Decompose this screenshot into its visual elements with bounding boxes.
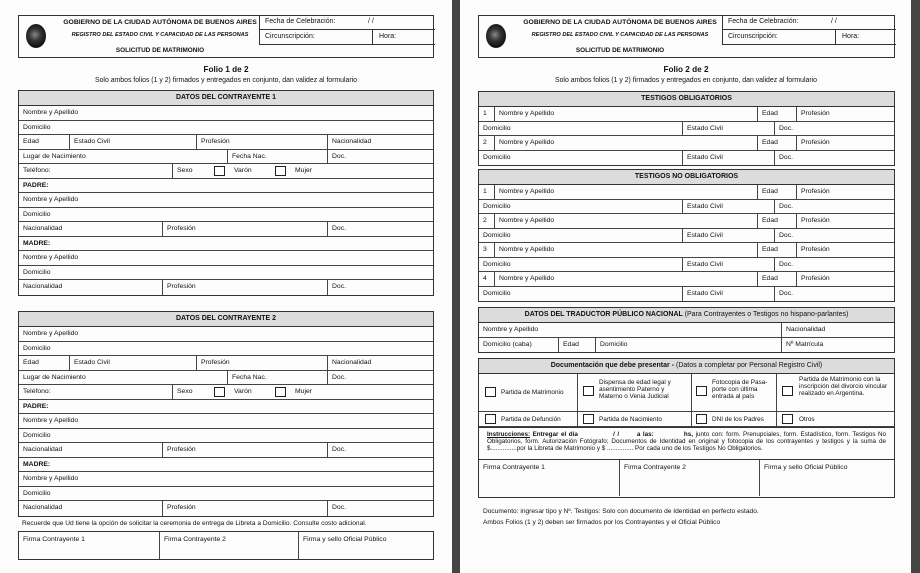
testigo-domicilio-row — [479, 151, 894, 166]
testigo-estado-civil-field[interactable]: Estado Civil — [682, 151, 774, 166]
testigo-number: 2 — [483, 217, 487, 224]
madre-nombre-row[interactable]: Nombre y Apellido — [19, 251, 433, 266]
doc-item: Fotocopia de Pasa-porte con última entrada al país — [691, 374, 776, 411]
testigo-edad-field[interactable]: Edad — [757, 185, 796, 199]
madre-nacionalidad-field[interactable]: Nacionalidad — [23, 283, 63, 290]
padre-doc-field[interactable]: Doc. — [327, 443, 435, 457]
traductor-domicilio-row — [479, 338, 894, 353]
edad-field[interactable]: Edad — [23, 359, 39, 366]
telefono-row: Teléfono: Sexo Varón Mujer — [19, 164, 433, 179]
documentacion-table — [478, 358, 895, 498]
testigo-profesion-field[interactable]: Profesión — [796, 214, 896, 228]
firma-contrayente-2[interactable]: Firma Contrayente 2 — [159, 532, 298, 559]
signature-box — [479, 460, 894, 496]
folio-2-page — [460, 0, 911, 573]
telefono-row: Teléfono: Sexo Varón Mujer — [19, 385, 433, 400]
padre-domicilio-row[interactable]: Domicilio — [19, 429, 433, 444]
firma-oficial-publico[interactable]: Firma y sello Oficial Público — [298, 532, 435, 559]
partida-nacimiento-checkbox[interactable] — [583, 414, 594, 424]
testigo-domicilio-row — [479, 200, 894, 215]
instrucciones-text: Instrucciones: Entregar el día / / a las: hs, junto con: form. Prenupciales, form. Estadístico, form. Testigos No Obligatorios, form. Autorización Fotógrafo; Documentos de Identidad en original y fotocopia de los contrayentes y testigos y la suma de $...............por la Libreta de Matrimonio y $ ............... Por cada uno de los Testigos No Obligatorios. — [479, 427, 894, 460]
testigo-domicilio-row — [479, 287, 894, 302]
page-gutter — [452, 0, 460, 573]
padre-nombre-row[interactable]: Nombre y Apellido — [19, 414, 433, 429]
domicilio-row[interactable]: Domicilio — [19, 342, 433, 357]
contrayente-1-table — [18, 90, 434, 296]
madre-nacionalidad-row — [19, 280, 433, 295]
madre-domicilio-row[interactable]: Domicilio — [19, 487, 433, 502]
section-heading: TESTIGOS NO OBLIGATORIOS — [479, 170, 894, 185]
testigo-edad-field[interactable]: Edad — [757, 136, 796, 150]
testigo-domicilio-field[interactable]: Domicilio — [483, 153, 511, 161]
traductor-domicilio-caba-field[interactable]: Domicilio (caba) — [483, 340, 532, 348]
testigo-domicilio-field[interactable]: Domicilio — [483, 202, 511, 210]
madre-domicilio-row[interactable]: Domicilio — [19, 266, 433, 281]
nacionalidad-field[interactable]: Nacionalidad — [327, 356, 435, 370]
domicilio-ceremony-note: Recuerde que Ud tiene la opción de solicitar la ceremonia de entrega de Libreta a Domicilio. Consulte costo adicional. — [22, 520, 367, 527]
gov-title: GOBIERNO DE LA CIUDAD AUTÓNOMA DE BUENOS AIRES — [523, 19, 717, 26]
firma-contrayente-1[interactable]: Firma Contrayente 1 — [483, 464, 545, 471]
traductor-nombre-field[interactable]: Nombre y Apellido — [483, 326, 539, 333]
nacimiento-row — [19, 150, 433, 165]
validity-note: Solo ambos folios (1 y 2) firmados y entregados en conjunto, dan validez al formulario — [95, 77, 357, 84]
doc-field[interactable]: Doc. — [327, 150, 435, 164]
otros-checkbox[interactable] — [782, 414, 793, 424]
firma-contrayente-1[interactable]: Firma Contrayente 1 — [23, 536, 85, 543]
doc-item: Partida de Nacimiento — [577, 412, 691, 426]
estado-civil-field[interactable]: Estado Civil — [69, 135, 196, 149]
testigo-estado-civil-field[interactable]: Estado Civil — [682, 287, 774, 302]
madre-heading-row: MADRE: — [19, 237, 433, 252]
padre-profesion-field[interactable]: Profesión — [162, 443, 327, 457]
testigo-doc-field[interactable]: Doc. — [774, 200, 896, 214]
doc-item: Partida de Matrimonio — [479, 374, 577, 411]
testigo-nombre-row — [479, 185, 894, 200]
testigo-profesion-field[interactable]: Profesión — [796, 136, 896, 150]
form-title: SOLICITUD DE MATRIMONIO — [115, 47, 205, 54]
partida-defuncion-checkbox[interactable] — [485, 414, 496, 424]
registry-title: REGISTRO DEL ESTADO CIVIL Y CAPACIDAD DE LAS PERSONAS — [531, 32, 709, 38]
profesion-field[interactable]: Profesión — [196, 356, 327, 370]
nacimiento-row — [19, 371, 433, 386]
testigo-domicilio-field[interactable]: Domicilio — [483, 231, 511, 239]
doc-item: Dispensa de edad legal y asentimiento Paterno y Materno o Venia Judicial — [577, 374, 691, 411]
madre-nacionalidad-field[interactable]: Nacionalidad — [23, 504, 63, 511]
doc-row-2 — [479, 412, 894, 427]
folio-title: Folio 1 de 2 — [203, 65, 249, 74]
lugar-nacimiento-field[interactable]: Lugar de Nacimiento — [23, 152, 86, 160]
padre-heading-row: PADRE: — [19, 400, 433, 415]
padre-nacionalidad-field[interactable]: Nacionalidad — [23, 446, 63, 453]
firmas-note: Ambos Folios (1 y 2) deben ser firmados por los Contrayentes y el Oficial Público — [483, 519, 721, 526]
testigo-nombre-field[interactable]: Nombre y Apellido — [494, 243, 757, 257]
testigo-estado-civil-field[interactable]: Estado Civil — [682, 258, 774, 272]
profesion-field[interactable]: Profesión — [196, 135, 327, 149]
testigo-edad-field[interactable]: Edad — [757, 243, 796, 257]
testigos-obligatorios-table — [478, 91, 895, 166]
domicilio-row[interactable]: Domicilio — [19, 121, 433, 136]
padre-nacionalidad-row — [19, 222, 433, 237]
testigo-nombre-field[interactable]: Nombre y Apellido — [494, 136, 757, 150]
traductor-table — [478, 307, 895, 353]
nacionalidad-field[interactable]: Nacionalidad — [327, 135, 435, 149]
testigo-profesion-field[interactable]: Profesión — [796, 107, 896, 121]
firma-contrayente-2[interactable]: Firma Contrayente 2 — [619, 460, 759, 496]
testigo-number: 1 — [483, 188, 487, 195]
testigo-estado-civil-field[interactable]: Estado Civil — [682, 229, 774, 243]
testigo-domicilio-row — [479, 229, 894, 244]
mujer-checkbox[interactable] — [275, 387, 286, 397]
testigo-number: 3 — [483, 246, 487, 253]
header-fields — [259, 16, 435, 45]
testigo-domicilio-field[interactable]: Domicilio — [483, 260, 511, 268]
validity-note: Solo ambos folios (1 y 2) firmados y entregados en conjunto, dan validez al formulario — [555, 77, 817, 84]
nombre-row[interactable]: Nombre y Apellido — [19, 106, 433, 121]
edad-row — [19, 356, 433, 371]
form-title: SOLICITUD DE MATRIMONIO — [575, 47, 665, 54]
padre-domicilio-row[interactable]: Domicilio — [19, 208, 433, 223]
contrayente-2-table — [18, 311, 434, 517]
testigo-estado-civil-field[interactable]: Estado Civil — [682, 122, 774, 136]
partida-matrimonio-checkbox[interactable] — [485, 387, 496, 397]
registry-title: REGISTRO DEL ESTADO CIVIL Y CAPACIDAD DE LAS PERSONAS — [71, 32, 249, 38]
form-header — [478, 15, 895, 58]
testigo-domicilio-field[interactable]: Domicilio — [483, 289, 511, 297]
section-heading: DATOS DEL CONTRAYENTE 2 — [19, 312, 433, 327]
madre-nacionalidad-row — [19, 501, 433, 516]
testigo-profesion-field[interactable]: Profesión — [796, 185, 896, 199]
telefono-field[interactable]: Teléfono: — [23, 388, 51, 395]
testigo-doc-field[interactable]: Doc. — [774, 151, 896, 166]
hora-field[interactable]: Hora: — [372, 30, 396, 44]
fotocopia-pasaporte-checkbox[interactable] — [696, 386, 707, 396]
signature-box — [18, 531, 434, 560]
edad-field[interactable]: Edad — [23, 138, 39, 145]
testigo-nombre-row — [479, 107, 894, 122]
testigo-domicilio-row — [479, 258, 894, 273]
padre-profesion-field[interactable]: Profesión — [162, 222, 327, 236]
testigos-no-obligatorios-table — [478, 169, 895, 302]
testigo-profesion-field[interactable]: Profesión — [796, 272, 896, 286]
madre-profesion-field[interactable]: Profesión — [162, 280, 327, 295]
madre-nombre-row[interactable]: Nombre y Apellido — [19, 472, 433, 487]
traductor-domicilio-field[interactable]: Domicilio — [595, 338, 781, 353]
telefono-field[interactable]: Teléfono: — [23, 167, 51, 174]
folio-title: Folio 2 de 2 — [663, 65, 709, 74]
madre-doc-field[interactable]: Doc. — [327, 501, 435, 516]
nombre-row[interactable]: Nombre y Apellido — [19, 327, 433, 342]
gov-title: GOBIERNO DE LA CIUDAD AUTÓNOMA DE BUENOS AIRES — [63, 19, 257, 26]
city-seal-icon — [486, 24, 506, 48]
documento-note: Documento: ingresar tipo y Nº. Testigos: Solo con documento de Identidad en perfecto estado. — [483, 508, 759, 515]
testigo-nombre-field[interactable]: Nombre y Apellido — [494, 214, 757, 228]
lugar-nacimiento-field[interactable]: Lugar de Nacimiento — [23, 373, 86, 381]
testigo-edad-field[interactable]: Edad — [757, 272, 796, 286]
varon-checkbox[interactable] — [214, 387, 225, 397]
fecha-nac-field[interactable]: Fecha Nac. — [227, 371, 327, 385]
traductor-matricula-field[interactable]: Nº Matrícula — [781, 338, 896, 353]
circunscripcion-field[interactable]: Circunscripción: Hora: — [260, 30, 435, 45]
testigo-doc-field[interactable]: Doc. — [774, 258, 896, 272]
traductor-edad-field[interactable]: Edad — [558, 338, 595, 353]
testigo-number: 4 — [483, 275, 487, 282]
madre-heading-row: MADRE: — [19, 458, 433, 473]
dni-padres-checkbox[interactable] — [696, 414, 707, 424]
section-heading: DATOS DEL CONTRAYENTE 1 — [19, 91, 433, 106]
circunscripcion-field[interactable]: Circunscripción: Hora: — [723, 30, 896, 45]
doc-item: Partida de Defunción — [479, 412, 577, 426]
edad-row — [19, 135, 433, 150]
doc-item: Partida de Matrimonio con la inscripción del divorcio vincular realizado en Argentina. — [776, 374, 896, 411]
testigo-doc-field[interactable]: Doc. — [774, 229, 896, 243]
testigo-nombre-row — [479, 272, 894, 287]
testigo-nombre-row — [479, 243, 894, 258]
testigo-number: 1 — [483, 110, 487, 117]
doc-row-1 — [479, 374, 894, 412]
testigo-estado-civil-field[interactable]: Estado Civil — [682, 200, 774, 214]
city-seal-icon — [26, 24, 46, 48]
testigo-domicilio-field[interactable]: Domicilio — [483, 124, 511, 132]
testigo-profesion-field[interactable]: Profesión — [796, 243, 896, 257]
fecha-celebracion-field[interactable]: Fecha de Celebración: / / — [723, 16, 896, 30]
testigo-doc-field[interactable]: Doc. — [774, 122, 896, 136]
partida-divorcio-checkbox[interactable] — [782, 386, 793, 396]
fecha-nac-field[interactable]: Fecha Nac. — [227, 150, 327, 164]
testigo-nombre-row — [479, 214, 894, 229]
doc-field[interactable]: Doc. — [327, 371, 435, 385]
padre-nacionalidad-field[interactable]: Nacionalidad — [23, 225, 63, 232]
doc-item: Otros — [776, 412, 896, 426]
varon-checkbox[interactable] — [214, 166, 225, 176]
mujer-checkbox[interactable] — [275, 166, 286, 176]
section-heading: Documentación que debe presentar - (Datos a completar por Personal Registro Civil) — [479, 359, 894, 374]
viewer-edge — [911, 0, 920, 573]
testigo-nombre-field[interactable]: Nombre y Apellido — [494, 107, 757, 121]
fecha-celebracion-field[interactable]: Fecha de Celebración: / / — [260, 16, 435, 30]
testigo-number: 2 — [483, 139, 487, 146]
estado-civil-field[interactable]: Estado Civil — [69, 356, 196, 370]
madre-profesion-field[interactable]: Profesión — [162, 501, 327, 516]
firma-oficial-publico[interactable]: Firma y sello Oficial Público — [759, 460, 896, 496]
header-fields — [722, 16, 896, 45]
padre-heading-row: PADRE: — [19, 179, 433, 194]
testigo-edad-field[interactable]: Edad — [757, 214, 796, 228]
section-heading: TESTIGOS OBLIGATORIOS — [479, 92, 894, 107]
padre-doc-field[interactable]: Doc. — [327, 222, 435, 236]
folio-1-page — [0, 0, 452, 573]
traductor-nacionalidad-field[interactable]: Nacionalidad — [781, 323, 896, 337]
testigo-edad-field[interactable]: Edad — [757, 107, 796, 121]
testigo-doc-field[interactable]: Doc. — [774, 287, 896, 302]
testigo-nombre-field[interactable]: Nombre y Apellido — [494, 272, 757, 286]
padre-nacionalidad-row — [19, 443, 433, 458]
form-header — [18, 15, 434, 58]
hora-field[interactable]: Hora: — [835, 30, 859, 44]
madre-doc-field[interactable]: Doc. — [327, 280, 435, 295]
padre-nombre-row[interactable]: Nombre y Apellido — [19, 193, 433, 208]
testigo-nombre-row — [479, 136, 894, 151]
traductor-nombre-row — [479, 323, 894, 338]
testigo-domicilio-row — [479, 122, 894, 137]
testigo-nombre-field[interactable]: Nombre y Apellido — [494, 185, 757, 199]
doc-item: DNI de los Padres — [691, 412, 776, 426]
dispensa-edad-checkbox[interactable] — [583, 386, 594, 396]
section-heading: DATOS DEL TRADUCTOR PÚBLICO NACIONAL (Para Contrayentes o Testigos no hispano-parlantes) — [479, 308, 894, 323]
